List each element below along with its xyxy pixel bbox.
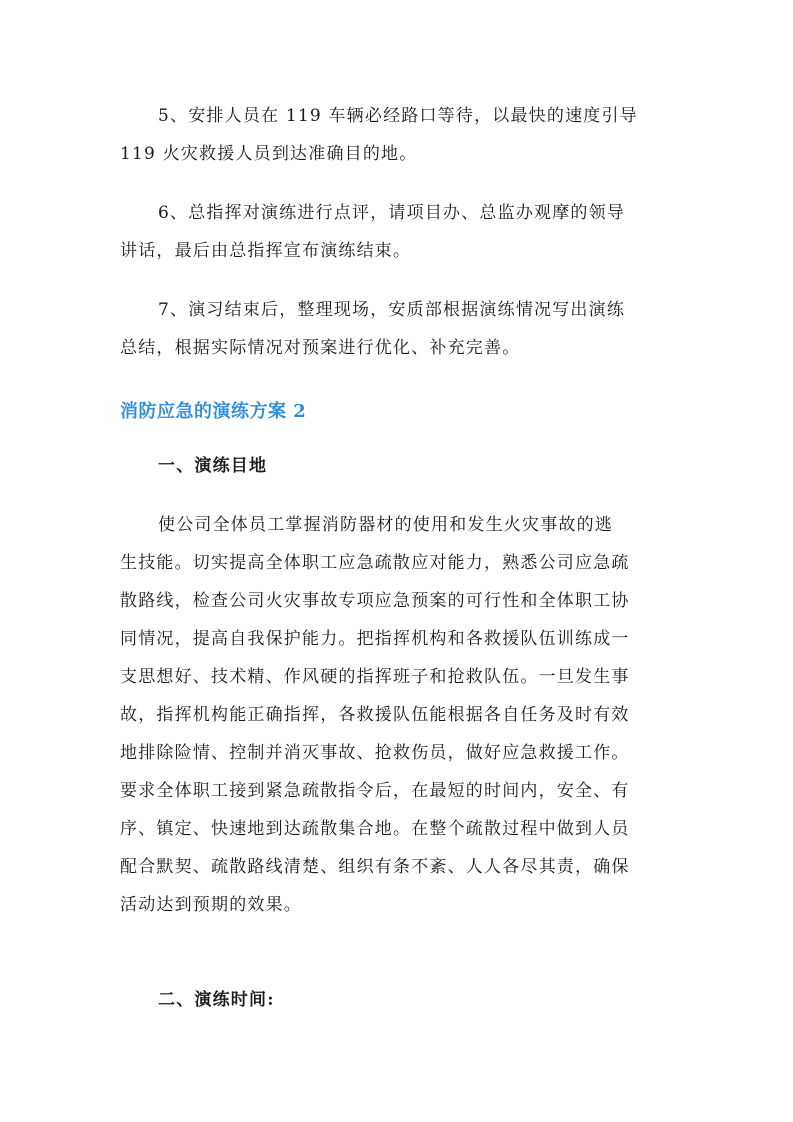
section-title: 消防应急的演练方案 2 [120,401,307,422]
paragraph-line: 支思想好、技术精、作风硬的指挥班子和抢救队伍。一旦发生事 [120,667,630,687]
heading-objective: 一、演练目地 [158,456,268,476]
paragraph-line: 配合默契、疏散路线清楚、组织有条不紊、人人各尽其责，确保 [120,857,630,877]
paragraph-line: 119 火灾救援人员到达准确目的地。 [120,144,418,164]
paragraph-line: 5、安排人员在 119 车辆必经路口等待，以最快的速度引导 [158,106,638,126]
paragraph-line: 总结，根据实际情况对预案进行优化、补充完善。 [120,338,521,358]
paragraph-item-7 [120,291,673,367]
paragraph-line: 散路线，检查公司火灾事故专项应急预案的可行性和全体职工协 [120,591,630,611]
paragraph-line: 生技能。切实提高全体职工应急疏散应对能力，熟悉公司应急疏 [120,553,630,573]
heading-time: 二、演练时间: [158,990,275,1010]
paragraph-line: 要求全体职工接到紧急疏散指令后，在最短的时间内，安全、有 [120,781,630,801]
paragraph-line: 故，指挥机构能正确指挥，各救援队伍能根据各自任务及时有效 [120,705,630,725]
paragraph-line: 6、总指挥对演练进行点评，请项目办、总监办观摩的领导 [158,203,626,223]
paragraph-line: 讲话，最后由总指挥宣布演练结束。 [120,241,412,261]
body-paragraph [120,506,673,924]
paragraph-line: 使公司全体员工掌握消防器材的使用和发生火灾事故的逃 [158,515,613,535]
paragraph-line: 序、镇定、快速地到达疏散集合地。在整个疏散过程中做到人员 [120,819,630,839]
paragraph-line: 7、演习结束后，整理现场，安质部根据演练情况写出演练 [158,300,626,320]
paragraph-item-6 [120,194,673,270]
heading-block-2 [120,981,673,1019]
paragraph-line: 地排除险情、控制并消灭事故、抢救伤员，做好应急救援工作。 [120,743,630,763]
paragraph-item-5 [120,97,673,173]
paragraph-line: 同情况，提高自我保护能力。把指挥机构和各救援队伍训练成一 [120,629,630,649]
paragraph-line: 活动达到预期的效果。 [120,895,302,915]
heading-block-1 [120,447,673,485]
section-title-block [120,393,673,431]
